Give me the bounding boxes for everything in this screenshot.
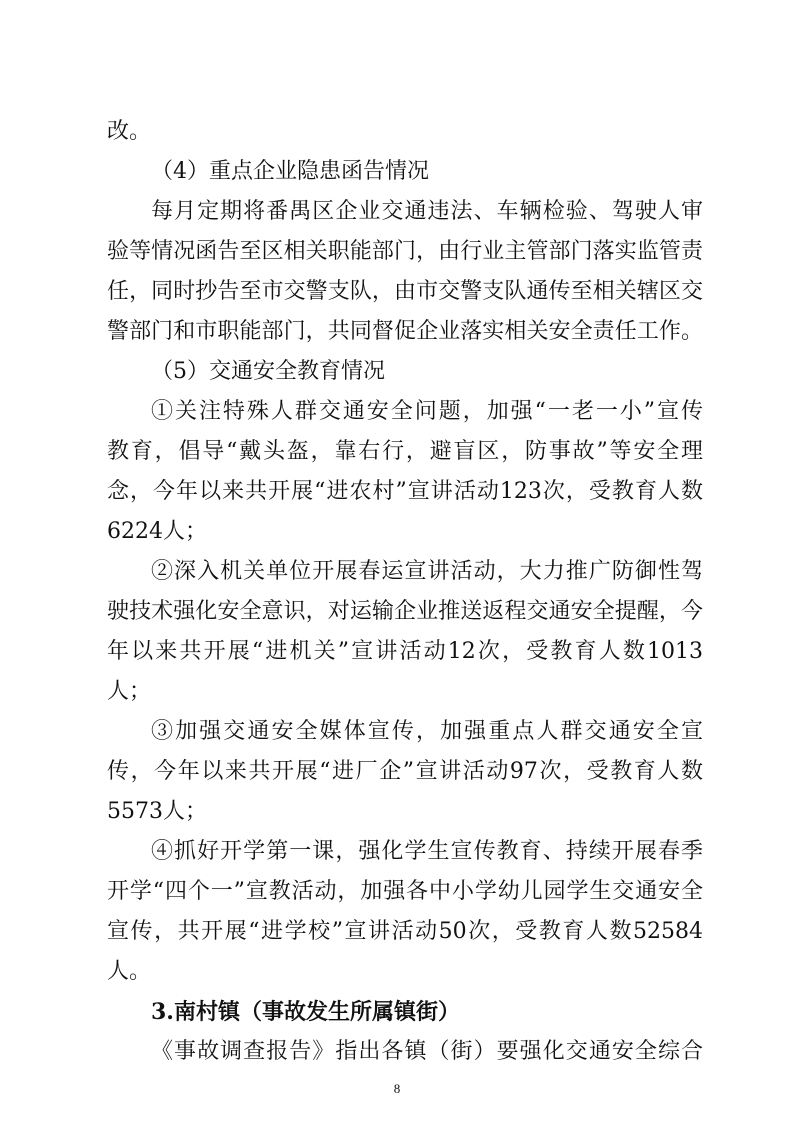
text-line: ①关注特殊人群交通安全问题，加强“一老一小”宣传 (151, 399, 703, 424)
text-line: 宣传，共开展“进学校”宣讲活动50次，受教育人数52584 (107, 919, 703, 944)
text-line: 人。 (107, 959, 152, 984)
text-line: 验等情况函告至区相关职能部门，由行业主管部门落实监管责 (107, 239, 703, 264)
text-line: 5573人； (107, 799, 207, 824)
text-line: 驶技术强化安全意识，对运输企业推送返程交通安全提醒，今 (107, 599, 703, 624)
text-line: 人； (107, 679, 152, 704)
text-line: 改。 (107, 119, 152, 144)
text-line: 开学“四个一”宣教活动，加强各中小学幼儿园学生交通安全 (107, 879, 703, 904)
text-line: 任，同时抄告至市交警支队，由市交警支队通传至相关辖区交 (107, 279, 703, 304)
text-line: 警部门和市职能部门，共同督促企业落实相关安全责任工作。 (107, 319, 703, 344)
text-line: 传，今年以来共开展“进厂企”宣讲活动97次，受教育人数 (107, 759, 703, 784)
text-line: 每月定期将番禺区企业交通违法、车辆检验、驾驶人审 (151, 199, 703, 224)
text-line: 《事故调查报告》指出各镇（街）要强化交通安全综合 (151, 1039, 703, 1064)
text-line: 6224人； (107, 519, 207, 544)
text-line: （5）交通安全教育情况 (151, 359, 385, 384)
text-line: ④抓好开学第一课，强化学生宣传教育、持续开展春季 (151, 839, 703, 864)
text-line: 年以来共开展“进机关”宣讲活动12次，受教育人数1013 (107, 639, 703, 664)
text-line: ②深入机关单位开展春运宣讲活动，大力推广防御性驾 (151, 559, 703, 584)
page-number: 8 (393, 1081, 401, 1096)
text-line: ③加强交通安全媒体宣传，加强重点人群交通安全宣 (151, 719, 703, 744)
text-line: 念，今年以来共开展“进农村”宣讲活动123次，受教育人数 (107, 479, 703, 504)
text-line: （4）重点企业隐患函告情况 (151, 159, 429, 184)
text-line: 教育，倡导“戴头盔，靠右行，避盲区，防事故”等安全理 (107, 439, 703, 464)
section-heading: 3.南村镇（事故发生所属镇街） (151, 999, 460, 1025)
